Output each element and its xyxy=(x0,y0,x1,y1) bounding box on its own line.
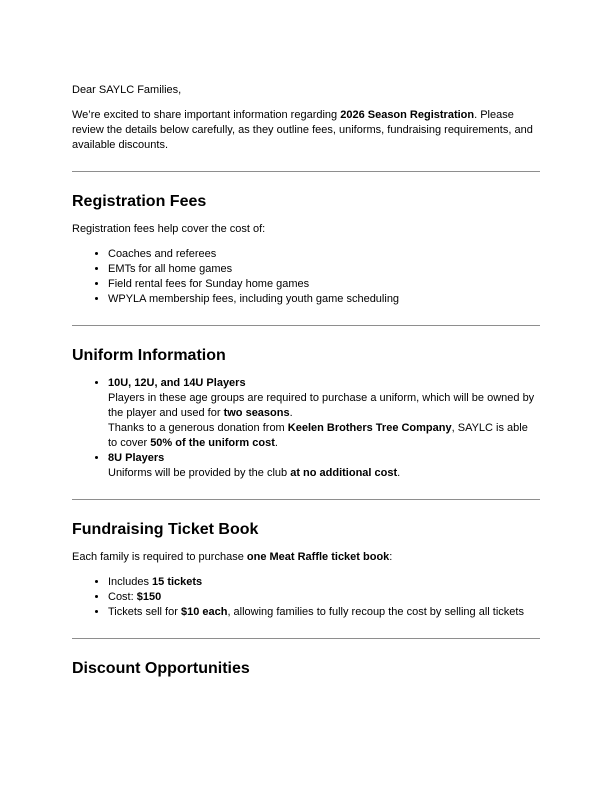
list-item xyxy=(108,262,540,277)
text-run: . xyxy=(274,437,278,449)
text-run: Uniforms will be provided by the club xyxy=(108,467,291,479)
text-run: , allowing families to fully recoup the cost by selling all tickets xyxy=(227,606,524,618)
bold-text: 10U, 12U, and 14U Players xyxy=(108,377,246,389)
section-divider xyxy=(72,638,540,639)
bold-text: Keelen Brothers Tree Company xyxy=(287,422,452,434)
text-run: . xyxy=(397,467,401,479)
bold-text: 8U Players xyxy=(108,452,165,464)
bold-text: one Meat Raffle ticket book xyxy=(246,551,390,563)
text-run: Cost: xyxy=(108,591,137,603)
bold-text: two seasons xyxy=(223,407,290,419)
text-run: Registration fees help cover the cost of: xyxy=(72,223,266,235)
bold-text: 2026 Season Registration xyxy=(340,109,475,121)
text-run: . xyxy=(289,407,293,419)
text-run: Dear SAYLC Families, xyxy=(72,84,182,96)
text-run: Coaches and referees xyxy=(108,248,217,260)
section-divider xyxy=(72,499,540,500)
bullet-list xyxy=(72,575,540,620)
document-section xyxy=(72,499,540,620)
bold-text: 15 tickets xyxy=(152,576,203,588)
bullet-list xyxy=(72,376,540,481)
intro-paragraph xyxy=(72,108,540,153)
bullet-list xyxy=(72,247,540,307)
text-run: Each family is required to purchase xyxy=(72,551,247,563)
bold-text: $150 xyxy=(136,591,162,603)
list-item xyxy=(108,575,540,590)
section-heading: Uniform Information xyxy=(72,347,226,364)
section-heading: Discount Opportunities xyxy=(72,660,250,677)
bold-text: 50% of the uniform cost xyxy=(150,437,275,449)
text-run: EMTs for all home games xyxy=(108,263,233,275)
section-divider xyxy=(72,171,540,172)
section-heading: Fundraising Ticket Book xyxy=(72,521,259,538)
section-heading: Registration Fees xyxy=(72,193,207,210)
bold-text: $10 each xyxy=(180,606,228,618)
salutation xyxy=(72,83,540,98)
document-sections xyxy=(72,171,540,678)
list-item xyxy=(108,590,540,605)
bold-text: at no additional cost xyxy=(290,467,398,479)
text-run: Tickets sell for xyxy=(108,606,181,618)
text-run: : xyxy=(389,551,393,563)
text-run: Players in these age groups are required to purchase a uniform, which will be owned by the player and used for xyxy=(108,392,535,419)
text-run: Thanks to a generous donation from xyxy=(108,422,288,434)
text-run: , SAYLC is able to cover xyxy=(108,422,528,449)
list-item xyxy=(108,247,540,262)
document-section xyxy=(72,325,540,481)
list-item xyxy=(108,277,540,292)
text-run: Field rental fees for Sunday home games xyxy=(108,278,310,290)
text-run: Includes xyxy=(108,576,153,588)
document-section xyxy=(72,638,540,678)
section-paragraph xyxy=(72,550,540,565)
text-run: . Please review the details below carefully, as they outline fees, uniforms, fundraising requirements, and available discounts. xyxy=(72,109,533,151)
text-run: We’re excited to share important information regarding xyxy=(72,109,341,121)
section-divider xyxy=(72,325,540,326)
section-paragraph xyxy=(72,222,540,237)
list-item xyxy=(108,292,540,307)
list-item xyxy=(108,605,540,620)
document-section xyxy=(72,171,540,307)
text-run: WPYLA membership fees, including youth game scheduling xyxy=(108,293,400,305)
list-item xyxy=(108,451,540,481)
list-item xyxy=(108,376,540,451)
